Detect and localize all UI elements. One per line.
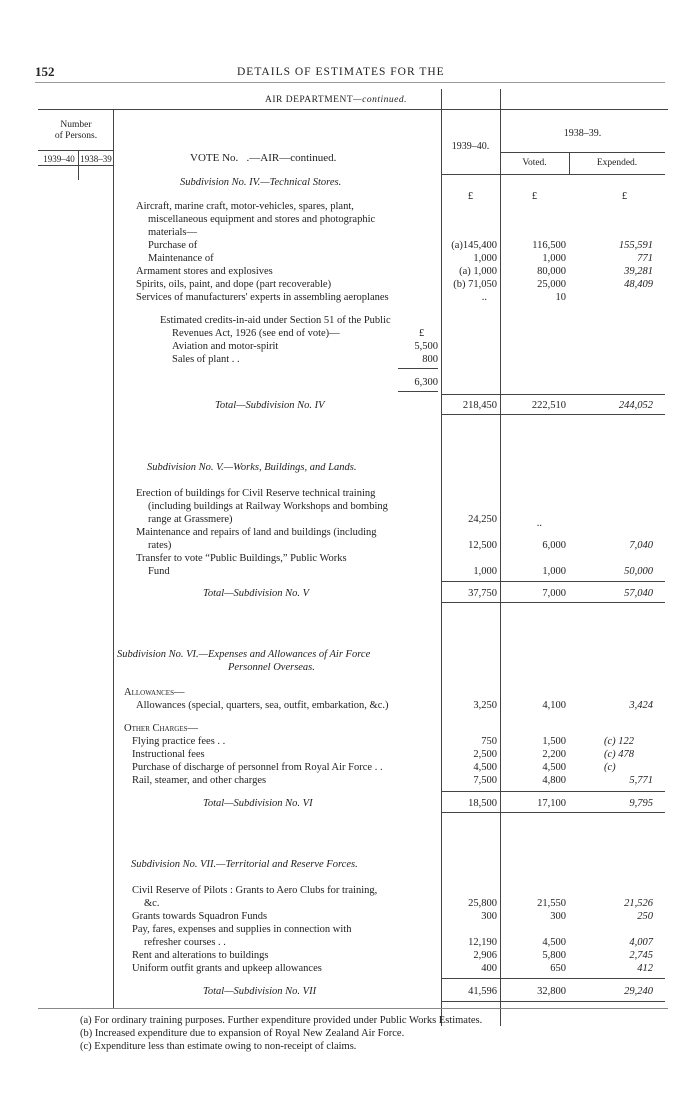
sub7-line: &c. — [144, 898, 160, 909]
sub7-voted: 5,800 — [542, 950, 566, 961]
sub5-est: 24,250 — [468, 514, 497, 525]
sub4-expended: 771 — [637, 253, 653, 264]
persons-header-2: of Persons. — [54, 131, 98, 141]
sub5-total-voted: 7,000 — [542, 588, 566, 599]
sub6-other-head: Other Charges— — [124, 723, 198, 734]
sub7-voted: 4,500 — [542, 937, 566, 948]
sub4-voted: 80,000 — [537, 266, 566, 277]
sub6-voted: 2,200 — [542, 749, 566, 760]
persons-header-1: Number — [60, 120, 92, 130]
sub4-intro-3: materials— — [148, 227, 197, 238]
sub5-total-label: Total—Subdivision No. V — [203, 588, 310, 599]
sub6-est: 4,500 — [473, 762, 497, 773]
credits-item-label: Sales of plant . . — [172, 354, 240, 365]
footnote-c: (c) Expenditure less than estimate owing to non-receipt of claims. — [80, 1041, 357, 1052]
sub7-est: 2,906 — [473, 950, 497, 961]
sub4-est: .. — [481, 292, 487, 303]
header-bottom-rule — [441, 174, 665, 175]
sub5-line: Transfer to vote “Public Buildings,” Public Works — [136, 553, 347, 564]
header-rule — [35, 82, 665, 83]
sub4-expended: 155,591 — [618, 240, 653, 251]
sub6-total-est: 18,500 — [468, 798, 497, 809]
sub6-total-label: Total—Subdivision No. VI — [203, 798, 313, 809]
sub4-intro-1: Aircraft, marine craft, motor-vehicles, spares, plant, — [136, 201, 354, 212]
sub6-expended: 5,771 — [629, 775, 653, 786]
sub7-line: Pay, fares, expenses and supplies in connection with — [132, 924, 352, 935]
sub7-est: 25,800 — [468, 898, 497, 909]
credits-item-value: 800 — [422, 354, 438, 365]
sub7-voted: 300 — [550, 911, 566, 922]
sub4-row-label: Spirits, oils, paint, and dope (part recoverable) — [136, 279, 332, 290]
sub7-total-voted: 32,800 — [537, 986, 566, 997]
sub4-est: (b) 71,050 — [453, 279, 497, 290]
sub6-row-label: Purchase of discharge of personnel from Royal Air Force . . — [132, 762, 383, 773]
sub6-allowances-head: Allowances— — [124, 687, 185, 698]
sub5-expended: 7,040 — [629, 540, 653, 551]
voted-header: Voted. — [522, 158, 547, 168]
sub6-allowance-est: 3,250 — [473, 700, 497, 711]
sub7-total-label: Total—Subdivision No. VII — [203, 986, 317, 997]
sub7-est: 12,190 — [468, 937, 497, 948]
page-number: 152 — [35, 64, 55, 79]
sub5-total-est: 37,750 — [468, 588, 497, 599]
sub7-est: 400 — [481, 963, 497, 974]
sub4-voted: 1,000 — [542, 253, 566, 264]
persons-bottom-rule — [38, 165, 113, 166]
sub5-total-expended: 57,040 — [624, 588, 653, 599]
credits-item-value: 5,500 — [414, 341, 438, 352]
sub6-est: 2,500 — [473, 749, 497, 760]
prev-year-header: 1938–39. — [563, 128, 602, 139]
sub6-voted: 4,500 — [542, 762, 566, 773]
sub7-total-expended: 29,240 — [624, 986, 653, 997]
sub7-expended: 21,526 — [624, 898, 653, 909]
sub6-row-label: Rail, steamer, and other charges — [132, 775, 267, 786]
table-top-rule — [38, 109, 668, 110]
sub5-voted: .. — [536, 518, 542, 529]
sub5-est: 1,000 — [473, 566, 497, 577]
sub4-voted: 25,000 — [537, 279, 566, 290]
sub4-credits-1: Estimated credits-in-aid under Section 51 of the Public — [160, 315, 391, 326]
sub6-voted: 4,800 — [542, 775, 566, 786]
sub6-allowance-expended: 3,424 — [629, 700, 653, 711]
sub5-total-bottom-rule — [441, 602, 665, 603]
vote-title: VOTE No. .—AIR—continued. — [190, 152, 337, 164]
sub7-voted: 21,550 — [537, 898, 566, 909]
sub4-heading: Subdivision No. IV.—Technical Stores. — [180, 177, 342, 188]
sub5-line: range at Grassmere) — [148, 514, 233, 525]
sub7-est: 300 — [481, 911, 497, 922]
sub4-row-label: Services of manufacturers' experts in assembling aeroplanes — [136, 292, 389, 303]
credits-rule — [398, 391, 438, 392]
sub5-est: 12,500 — [468, 540, 497, 551]
sub6-heading-2: Personnel Overseas. — [228, 662, 315, 673]
footnote-b: (b) Increased expenditure due to expansion of Royal New Zealand Air Force. — [80, 1028, 405, 1039]
sub6-total-expended: 9,795 — [629, 798, 653, 809]
sub6-expended: (c) 478 — [604, 749, 635, 760]
sub4-total-voted: 222,510 — [531, 400, 566, 411]
est-year-header: 1939–40. — [451, 141, 490, 152]
sub6-total-rule — [441, 791, 665, 792]
expended-header: Expended. — [596, 158, 638, 168]
currency-voted: £ — [531, 191, 538, 202]
credits-item-label: Aviation and motor-spirit — [172, 341, 279, 352]
sub5-heading: Subdivision No. V.—Works, Buildings, and Lands. — [147, 462, 357, 473]
sub4-total-bottom-rule — [441, 414, 665, 415]
sub7-expended: 250 — [637, 911, 653, 922]
sub4-voted: 116,500 — [532, 240, 566, 251]
sub4-expended: 48,409 — [624, 279, 653, 290]
sub4-est: (a)145,400 — [451, 240, 497, 251]
sub7-line: refresher courses . . — [144, 937, 226, 948]
sub7-expended: 4,007 — [629, 937, 653, 948]
sub4-intro-2: miscellaneous equipment and stores and photographic — [148, 214, 376, 225]
page-title: DETAILS OF ESTIMATES FOR THE — [237, 66, 445, 78]
year-subrule — [500, 152, 665, 153]
sub6-expended: (c) 122 — [604, 736, 635, 747]
sub4-total-rule — [441, 394, 665, 395]
sub4-total-expended: 244,052 — [618, 400, 653, 411]
year1-header: 1939–40 — [43, 154, 75, 164]
page-subtitle: AIR DEPARTMENT—continued. — [265, 95, 407, 105]
footnote-a: (a) For ordinary training purposes. Further expenditure provided under Public Works Estimates. — [80, 1015, 483, 1026]
sub4-total-label: Total—Subdivision No. IV — [215, 400, 325, 411]
sub5-expended: 50,000 — [624, 566, 653, 577]
sub4-voted: 10 — [555, 292, 566, 303]
table-bottom-rule — [38, 1008, 668, 1009]
sub7-expended: 412 — [637, 963, 653, 974]
sub7-total-est: 41,596 — [468, 986, 497, 997]
sub7-heading: Subdivision No. VII.—Territorial and Reserve Forces. — [131, 859, 358, 870]
currency-expended: £ — [621, 191, 628, 202]
credits-currency: £ — [419, 328, 425, 339]
sub7-line: Rent and alterations to buildings — [132, 950, 269, 961]
year2-header: 1938–39 — [80, 154, 112, 164]
sub7-line: Grants towards Squadron Funds — [132, 911, 268, 922]
sub5-voted: 1,000 — [542, 566, 566, 577]
sub6-row-label: Instructional fees — [132, 749, 205, 760]
desc-column-rule — [441, 89, 442, 1026]
sub5-total-rule — [441, 581, 665, 582]
sub6-expended: (c) — [604, 762, 616, 773]
sub6-heading-1: Subdivision No. VI.—Expenses and Allowances of Air Force — [117, 649, 371, 660]
sub5-line: Erection of buildings for Civil Reserve technical training — [136, 488, 376, 499]
sub5-line: (including buildings at Railway Workshops and bombing — [148, 501, 388, 512]
sub6-total-voted: 17,100 — [537, 798, 566, 809]
sub7-line: Uniform outfit grants and upkeep allowances — [132, 963, 322, 974]
currency-est: £ — [467, 191, 474, 202]
sub6-est: 750 — [481, 736, 497, 747]
sub4-est: (a) 1,000 — [459, 266, 497, 277]
sub4-expended: 39,281 — [624, 266, 653, 277]
sub4-credits-2: Revenues Act, 1926 (see end of vote)— — [172, 328, 340, 339]
sub6-allowance-voted: 4,100 — [542, 700, 566, 711]
sub6-voted: 1,500 — [542, 736, 566, 747]
est-column-rule — [500, 89, 501, 1026]
sub5-voted: 6,000 — [542, 540, 566, 551]
credits-total: 6,300 — [414, 377, 438, 388]
sub4-row-label: Armament stores and explosives — [136, 266, 273, 277]
sub6-row-label: Flying practice fees . . — [132, 736, 226, 747]
sub6-allowance-label: Allowances (special, quarters, sea, outfit, embarkation, &c.) — [136, 700, 389, 711]
sub7-total-bottom-rule — [441, 1001, 665, 1002]
sub7-voted: 650 — [550, 963, 566, 974]
credits-rule — [398, 368, 438, 369]
sub6-total-bottom-rule — [441, 812, 665, 813]
sub7-expended: 2,745 — [629, 950, 653, 961]
persons-subrule — [38, 150, 113, 151]
sub5-line: rates) — [148, 540, 172, 551]
sub7-total-rule — [441, 978, 665, 979]
sub6-est: 7,500 — [473, 775, 497, 786]
sub5-line: Fund — [148, 566, 170, 577]
sub7-line: Civil Reserve of Pilots : Grants to Aero Clubs for training, — [132, 885, 378, 896]
sub4-est: 1,000 — [473, 253, 497, 264]
persons-column-rule — [113, 109, 114, 1009]
sub4-total-est: 218,450 — [462, 400, 497, 411]
sub4-row-label: Maintenance of — [148, 253, 214, 264]
sub5-line: Maintenance and repairs of land and buildings (including — [136, 527, 377, 538]
sub4-row-label: Purchase of — [148, 240, 198, 251]
